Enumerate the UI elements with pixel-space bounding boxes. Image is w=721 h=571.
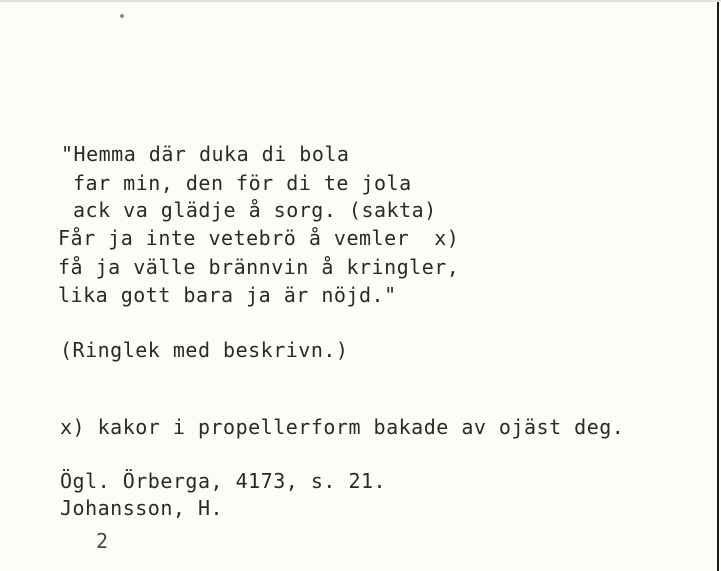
verse-line-3: ack va glädje å sorg. (sakta)	[73, 198, 437, 222]
game-note: (Ringlek med beskrivn.)	[60, 338, 349, 362]
ink-speck	[120, 14, 124, 18]
source-reference: Ögl. Örberga, 4173, s. 21.	[60, 469, 387, 493]
collector-name: Johansson, H.	[60, 496, 224, 520]
footnote: x) kakor i propellerform bakade av ojäst deg.	[60, 415, 625, 439]
page-number: 2	[96, 529, 109, 553]
verse-line-2: far min, den för di te jola	[73, 171, 412, 195]
verse-line-1: "Hemma där duka di bola	[61, 142, 350, 166]
verse-line-4: Får ja inte vetebrö å vemler x)	[58, 226, 460, 250]
verse-line-5: få ja välle brännvin å kringler,	[58, 255, 460, 279]
verse-line-6: lika gott bara ja är nöjd."	[58, 283, 397, 307]
card-top-edge	[0, 0, 721, 2]
